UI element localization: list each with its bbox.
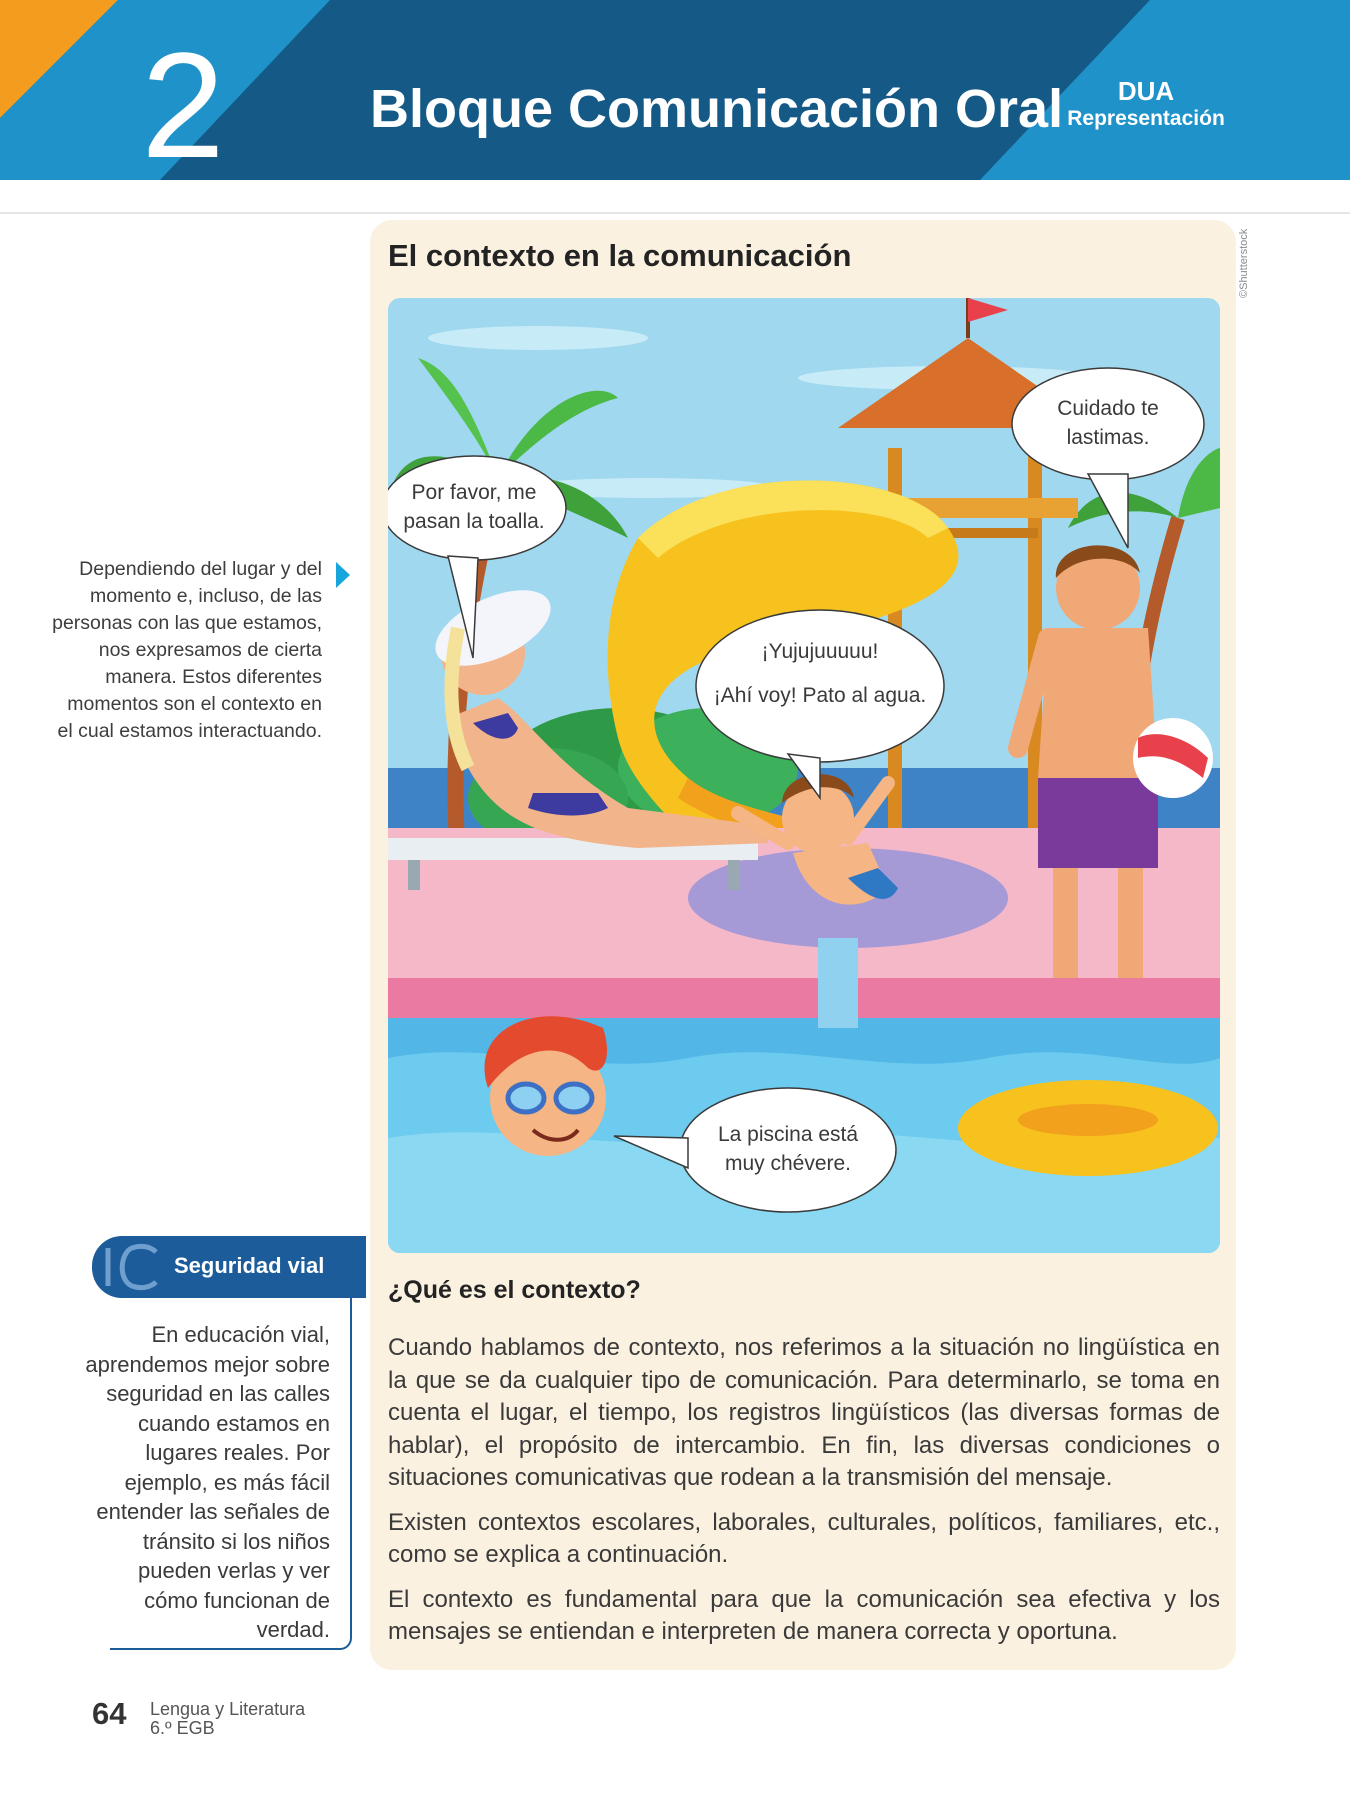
body-text [388, 1332, 1220, 1661]
bubble-pool-line2: muy chévere. [724, 1152, 852, 1175]
image-credit: ©Shutterstock [1238, 228, 1250, 298]
section-title: El contexto en la comunicación [388, 238, 852, 273]
dua-label [1046, 76, 1246, 132]
dua-title: DUA [1117, 76, 1175, 106]
ic-logo-icon [98, 1242, 168, 1292]
bubble-pool-line1: La piscina está [717, 1123, 859, 1146]
road-safety-text: En educación vial, aprendemos mejor sobre seguridad en las calles cuando estamos en lugares reales. Por ejemplo, es más fácil entender las señales de tránsito si los niños pueden verlas y ver cómo funcionan de verdad. [85, 1322, 330, 1642]
bubble-careful-line1: Cuidado te [1057, 397, 1159, 420]
bubble-slide [700, 630, 940, 718]
paragraph: Existen contextos escolares, laborales, culturales, políticos, familiares, etc., como se explica a continuación. [388, 1508, 1220, 1568]
bubble-towel [388, 478, 564, 536]
paragraph: Cuando hablamos de contexto, nos referimos a la situación no lingüística en la que se da cualquier tipo de comunicación. Para determinarlo, se toma en cuenta el lugar, el tiempo, los registros lingüísticos (las diversas formas de hablar), el propósito de intercambio. En fin, las diversas condiciones o situaciones comunicativas que rodean a la transmisión del mensaje. [388, 1334, 1220, 1491]
chapter-number: 2 [141, 21, 225, 180]
pointer-arrow-icon [336, 562, 350, 588]
road-safety-label: Seguridad vial [174, 1253, 325, 1278]
bubble-slide-line2: ¡Ahí voy! Pato al agua. [713, 684, 927, 707]
footer-grade: 6.º EGB [150, 1718, 215, 1738]
bubble-towel-line1: Por favor, me [411, 481, 537, 504]
header-divider [0, 212, 1350, 214]
bubble-towel-line2: pasan la toalla. [403, 510, 545, 533]
subheading: ¿Qué es el contexto? [388, 1276, 641, 1304]
side-note: Dependiendo del lugar y del momento e, incluso, de las personas con las que estamos, nos expresamos de cierta manera. Estos diferentes momentos son el contexto en el cual estamos interactuando. [52, 558, 322, 742]
chapter-title: Bloque Comunicación Oral [370, 79, 1064, 139]
road-safety-badge [92, 1236, 366, 1298]
paragraph: El contexto es fundamental para que la comunicación sea efectiva y los mensajes se entiendan e interpreten de manera correcta y oportuna. [388, 1585, 1220, 1645]
page-number: 64 [92, 1696, 127, 1731]
chapter-header [0, 0, 1350, 180]
bubble-careful [1016, 394, 1200, 452]
bubble-slide-line1: ¡Yujujuuuuu! [761, 640, 879, 663]
bubble-pool [690, 1120, 886, 1178]
bubble-careful-line2: lastimas. [1066, 426, 1150, 449]
footer-book-info [150, 1700, 305, 1738]
pool-illustration [388, 298, 1220, 1253]
footer-subject: Lengua y Literatura [150, 1699, 306, 1719]
dua-subtitle: Representación [1067, 107, 1225, 130]
